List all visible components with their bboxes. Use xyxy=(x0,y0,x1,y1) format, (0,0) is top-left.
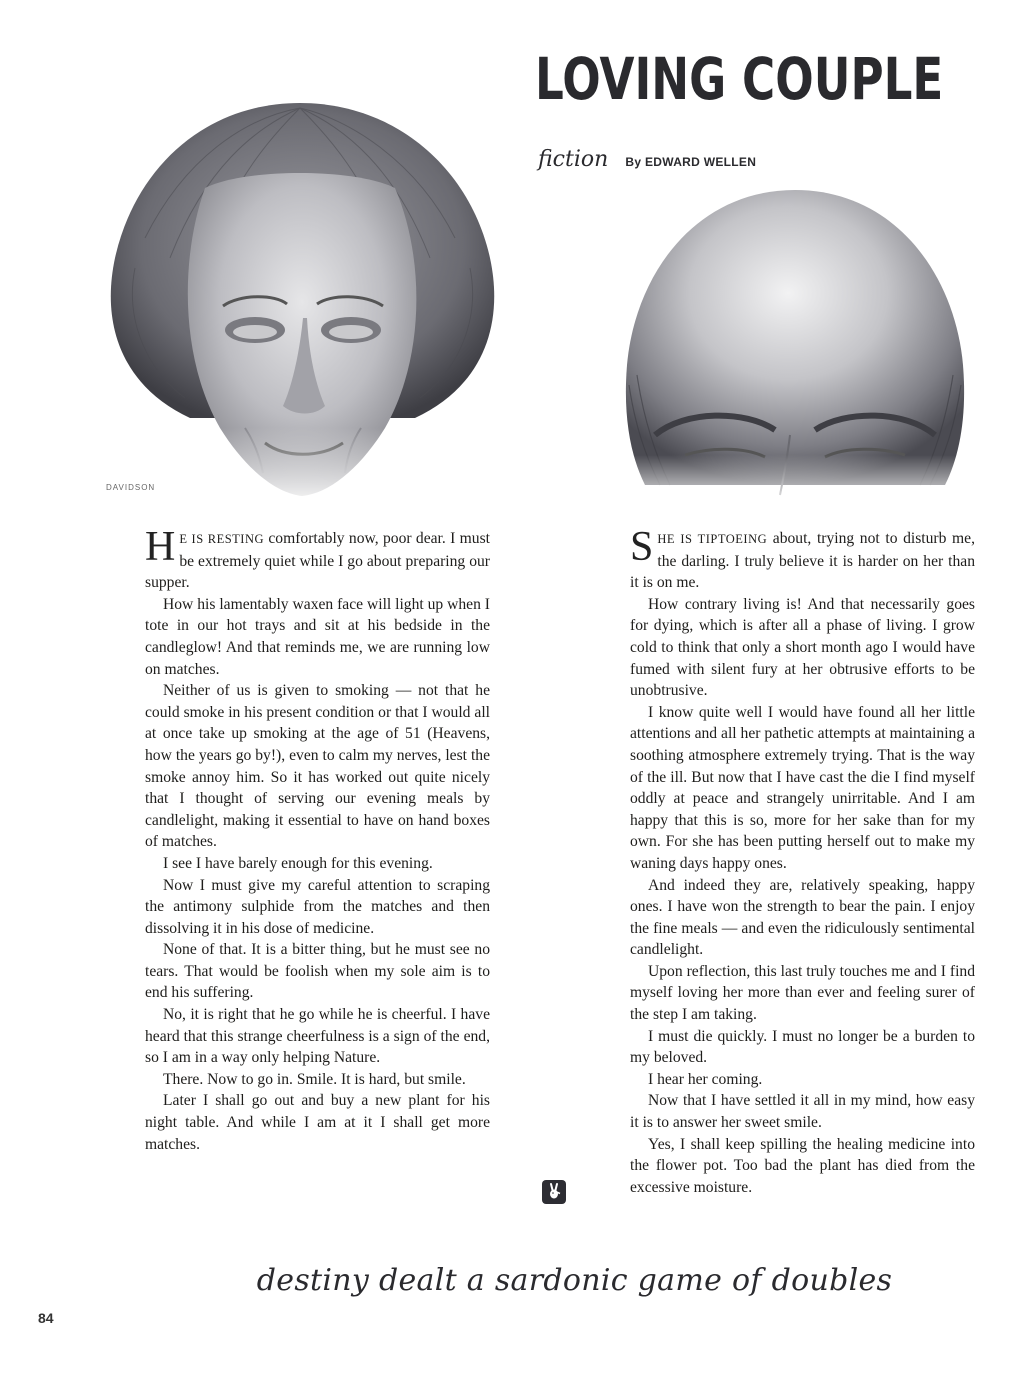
right-first-text: about, trying not to disturb me, the darling. I truly believe it is harder on her than it is on me. xyxy=(630,530,975,592)
left-first-paragraph xyxy=(145,524,490,594)
woman-portrait-illustration xyxy=(95,98,510,508)
paragraph: Yes, I shall keep spilling the healing medicine into the flower pot. Too bad the plant has died from the excessive moisture. xyxy=(630,1135,975,1196)
paragraph: I hear her coming. xyxy=(648,1070,763,1088)
paragraph: Now that I have settled it all in my mind, how easy it is to answer her sweet smile. xyxy=(630,1092,975,1132)
right-drop-cap: S xyxy=(630,524,654,570)
right-lead-in: HE IS TIPTOEING xyxy=(657,532,768,546)
article-title: LOVING COUPLE xyxy=(535,45,944,113)
paragraph: And indeed they are, relatively speaking, happy ones. I have won the strength to bear the pain. I enjoy the fine meals — and even the ridiculously sentimental candlelight. xyxy=(630,876,975,959)
story-tagline: destiny dealt a sardonic game of doubles xyxy=(256,1263,893,1298)
paragraph: None of that. It is a bitter thing, but he must see no tears. That would be foolish when my sole aim is to end his suffering. xyxy=(145,941,490,1002)
right-first-paragraph xyxy=(630,524,975,594)
paragraph: I know quite well I would have found all her little attentions and all her pathetic attempts at maintaining a soothing atmosphere extremely trying. That is the way of the ill. But now that I have cast the die I find myself oddly at peace and strangely unirritable. And I am happy that this is so, more for her sake than for my own. For she has been putting herself out to make my waning days happy ones. xyxy=(630,703,975,872)
paragraph: Upon reflection, this last truly touches me and I find myself loving her more than ever and feeling surer of the step I am taking. xyxy=(630,962,975,1024)
genre-label: fiction xyxy=(538,147,609,172)
paragraph: How contrary living is! And that necessarily goes for dying, which is after all a phase of living. I grow cold to think that only a short month ago I would have fumed with silent fury at her obtrusive efforts to be unobtrusive. xyxy=(630,595,975,700)
left-drop-cap: H xyxy=(145,524,176,570)
paragraph: Neither of us is given to smoking — not that he could smoke in his present condition or that I would all at once take up smoking at the age of 51 (Heavens, how the years go by!), even to calm my nerves, lest the smoke annoy him. So it has worked out quite nicely that I thought of serving our evening meals by candlelight, making it essential to have on hand boxes of matches. xyxy=(145,682,490,851)
right-column-story xyxy=(630,524,975,1198)
paragraph: No, it is right that he go while he is cheerful. I have heard that this strange cheerfulness is a sign of the end, so I am in a way only helping Nature. xyxy=(145,1006,490,1067)
left-first-text: comfortably now, poor dear. I must be extremely quiet while I go about preparing our supper. xyxy=(145,530,490,592)
left-lead-in: E IS RESTING xyxy=(179,532,265,546)
paragraph: Now I must give my careful attention to scraping the antimony sulphide from the matches and then dissolving it in his dose of medicine. xyxy=(145,876,490,937)
illustrator-credit: DAVIDSON xyxy=(106,483,156,492)
paragraph: Later I shall go out and buy a new plant for his night table. And while I am at it I shall get more matches. xyxy=(145,1092,490,1153)
page-number: 84 xyxy=(38,1310,54,1326)
paragraph: There. Now to go in. Smile. It is hard, but smile. xyxy=(163,1070,466,1088)
rabbit-logo-icon xyxy=(542,1180,566,1204)
byline xyxy=(538,147,756,172)
paragraph: I see I have barely enough for this evening. xyxy=(163,854,433,872)
paragraph: I must die quickly. I must no longer be a burden to my beloved. xyxy=(630,1027,975,1067)
author-credit: By EDWARD WELLEN xyxy=(625,155,757,169)
left-column-story xyxy=(145,524,490,1155)
man-portrait-illustration xyxy=(615,185,975,510)
paragraph: How his lamentably waxen face will light up when I tote in our hot trays and sit at his bedside in the candleglow! And that reminds me, we are running low on matches. xyxy=(145,595,490,678)
